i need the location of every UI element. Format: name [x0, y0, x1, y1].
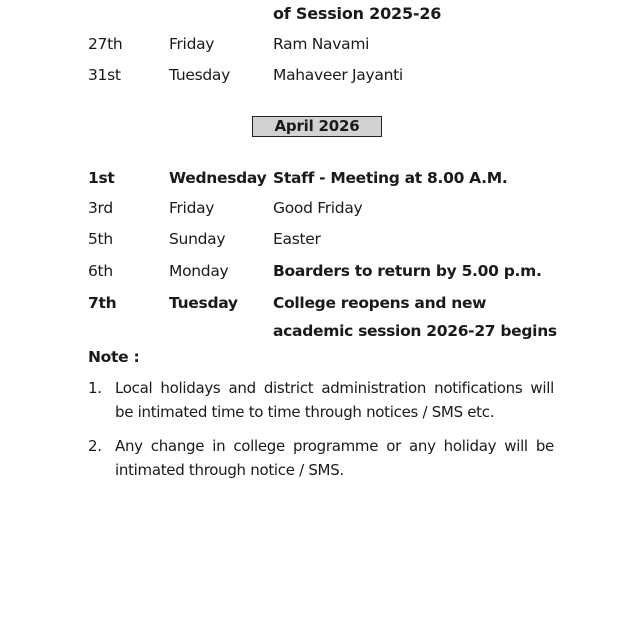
- row-day: Tuesday: [169, 294, 238, 312]
- row-day: Friday: [169, 199, 215, 217]
- note-text: Local holidays and district administration notifications will be intimated time to time through notices / SMS etc.: [115, 379, 554, 421]
- row-event: Boarders to return by 5.00 p.m.: [273, 262, 542, 280]
- row-date: 6th: [88, 262, 113, 280]
- row-day: Friday: [169, 35, 215, 53]
- row-day: Sunday: [169, 230, 226, 248]
- row-date: 31st: [88, 66, 121, 84]
- row-event: Ram Navami: [273, 35, 370, 53]
- list-item: [88, 376, 554, 424]
- note-text: Any change in college programme or any holiday will be intimated through notice / SMS.: [115, 437, 554, 479]
- row-event: Staff - Meeting at 8.00 A.M.: [273, 169, 508, 187]
- row-day: Tuesday: [169, 66, 230, 84]
- row-day: Monday: [169, 262, 229, 280]
- note-number: 2.: [88, 437, 102, 455]
- session-heading-continued: of Session 2025-26: [273, 4, 442, 23]
- row-event: Mahaveer Jayanti: [273, 66, 403, 84]
- row-date: 5th: [88, 230, 113, 248]
- note-number: 1.: [88, 379, 102, 397]
- row-event: Good Friday: [273, 199, 363, 217]
- row-date: 3rd: [88, 199, 113, 217]
- row-date: 1st: [88, 169, 115, 187]
- list-item: [88, 434, 554, 482]
- row-event: Easter: [273, 230, 321, 248]
- note-title: Note :: [88, 348, 140, 366]
- row-date: 7th: [88, 294, 117, 312]
- row-event: College reopens and new academic session 2026-27 begins: [273, 294, 557, 340]
- row-date: 27th: [88, 35, 123, 53]
- month-header-april: April 2026: [252, 116, 382, 137]
- row-day: Wednesday: [169, 169, 267, 187]
